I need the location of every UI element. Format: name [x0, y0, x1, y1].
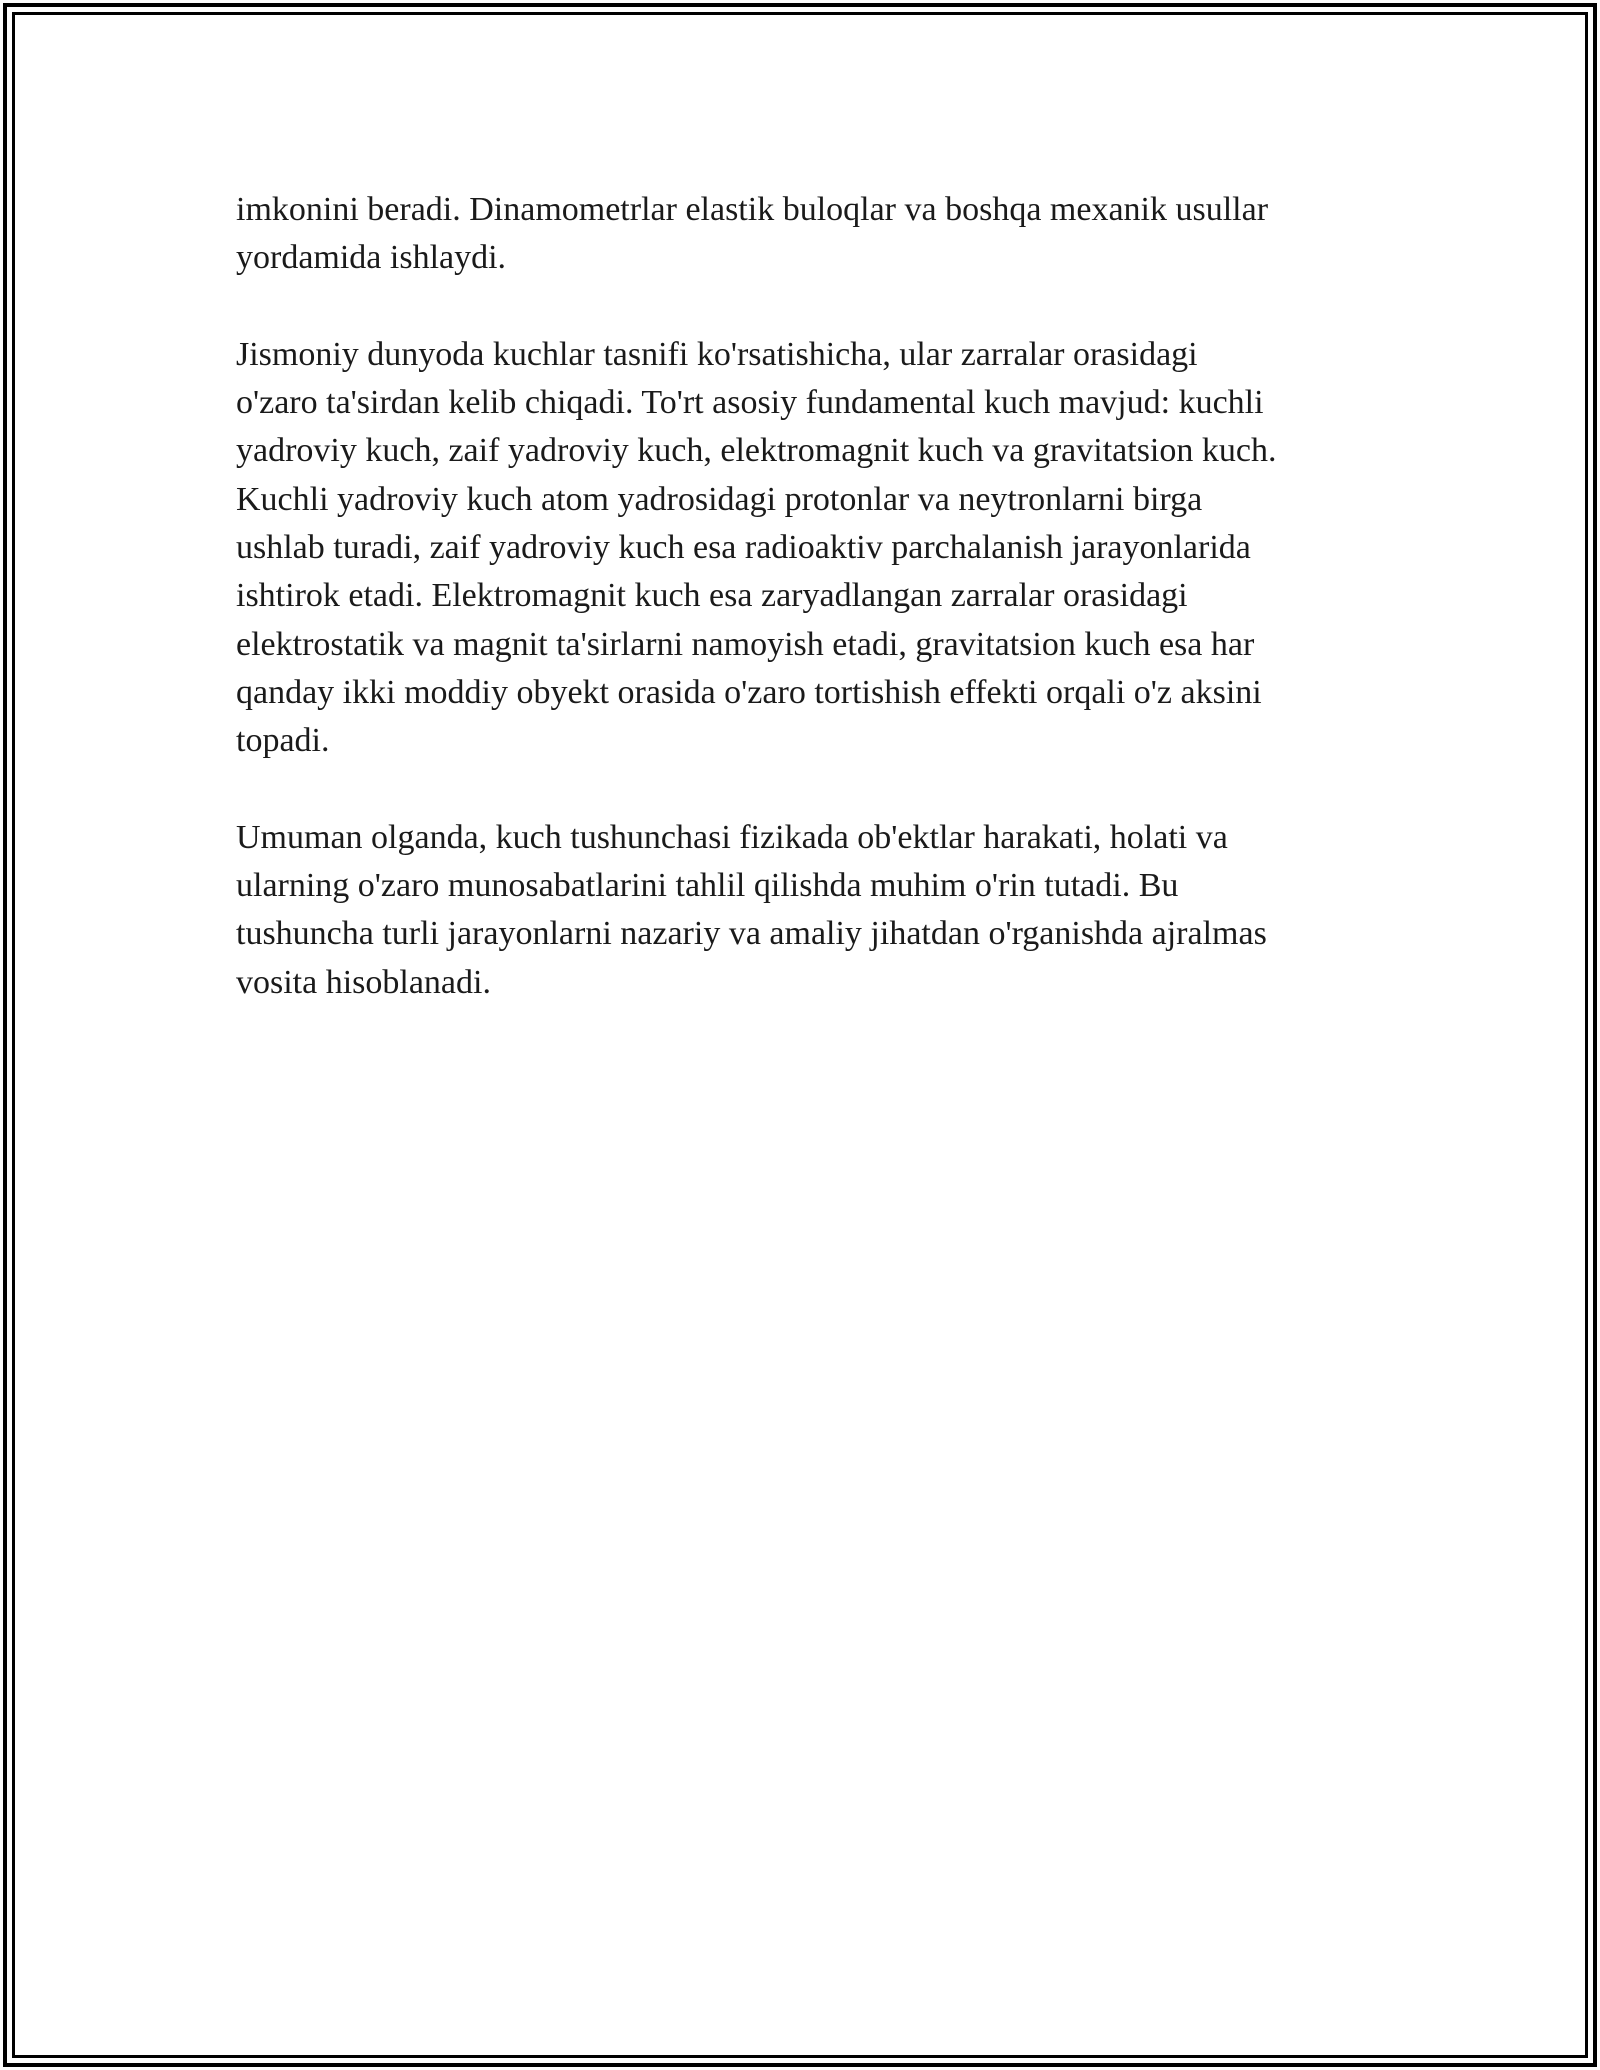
document-body [236, 186, 1366, 1055]
paragraph-fundamental-forces: Jismoniy dunyoda kuchlar tasnifi ko'rsatishicha, ular zarralar orasidagi o'zaro ta'sirdan kelib chiqadi. To'rt asosiy fundamental kuch mavjud: kuchli yadroviy kuch, zaif yadroviy kuch, elektromagnit kuch va gravitatsion kuch. Kuchli yadroviy kuch atom yadrosidagi protonlar va neytronlarni birga ushlab turadi, zaif yadroviy kuch esa radioaktiv parchalanish jarayonlarida ishtirok etadi. Elektromagnit kuch esa zaryadlangan zarralar orasidagi elektrostatik va magnit ta'sirlarni namoyish etadi, gravitatsion kuch esa har qanday ikki moddiy obyekt orasida o'zaro tortishish effekti orqali o'z aksini topadi. [236, 335, 1277, 760]
paragraph-conclusion: Umuman olganda, kuch tushunchasi fizikada ob'ektlar harakati, holati va ularning o'zaro munosabatlarini tahlil qilishda muhim o'rin tutadi. Bu tushuncha turli jarayonlarni nazariy va amaliy jihatdan o'rganishda ajralmas vosita hisoblanadi. [236, 818, 1267, 1001]
paragraph-dynamometers: imkonini beradi. Dinamometrlar elastik buloqlar va boshqa mexanik usullar yordamida ishlaydi. [236, 191, 1269, 277]
